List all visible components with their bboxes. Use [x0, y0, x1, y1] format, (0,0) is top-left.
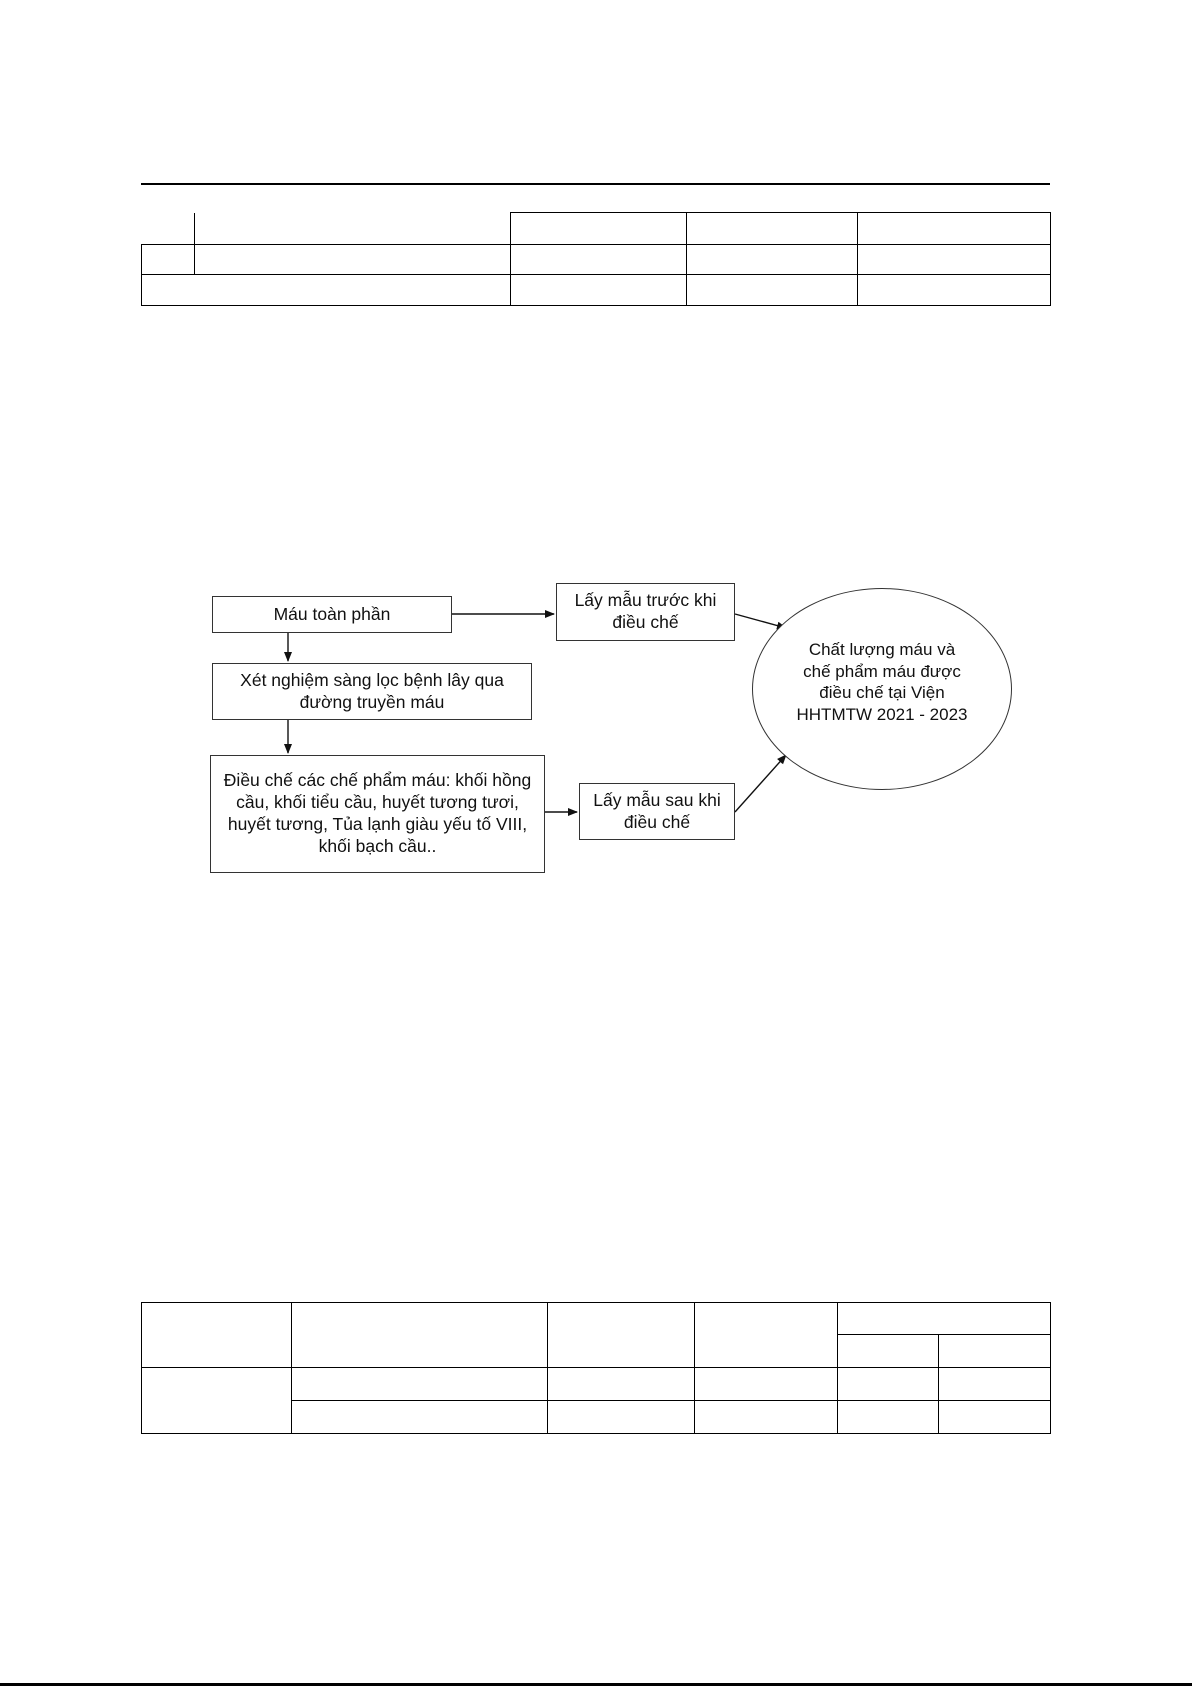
table-cell — [548, 1401, 695, 1434]
bottom-table — [141, 1302, 1051, 1434]
table-cell — [939, 1335, 1051, 1368]
node-sample-before-label: Lấy mẫu trước khi điều chế — [574, 590, 717, 632]
node-preparation-label: Điều chế các chế phẩm máu: khối hồng cầu, khối tiểu cầu, huyết tương tươi, huyết tương, Tủa lạnh giàu yếu tố VIII, khối bạch cầu.. — [223, 770, 532, 856]
node-sample-after-label: Lấy mẫu sau khi điều chế — [593, 789, 721, 832]
table-cell — [142, 1303, 292, 1368]
node-outcome-label: Chất lượng máu và chế phẩm máu được điều chế tại Viện HHTMTW 2021 - 2023 — [796, 640, 968, 724]
table-cell — [838, 1401, 939, 1434]
table-row — [142, 1368, 1051, 1401]
node-sample-after — [579, 783, 735, 840]
table-cell — [939, 1401, 1051, 1434]
arrow-sample-before-to-outcome — [735, 614, 786, 628]
table-cell — [838, 1368, 939, 1401]
node-sample-before — [556, 583, 735, 641]
arrow-sample-after-to-outcome — [735, 755, 786, 812]
table-cell — [838, 1303, 1051, 1335]
table-cell — [292, 1368, 548, 1401]
node-outcome — [752, 588, 1012, 790]
table-cell — [548, 1368, 695, 1401]
table-cell — [292, 1303, 548, 1368]
table-cell — [548, 1303, 695, 1368]
node-screening-label: Xét nghiệm sàng lọc bệnh lây qua đường truyền máu — [240, 669, 504, 712]
table-row — [142, 1303, 1051, 1335]
node-preparation — [210, 755, 545, 873]
node-whole-blood — [212, 596, 452, 633]
table-cell — [142, 1368, 292, 1434]
table-cell — [695, 1303, 838, 1368]
table-cell — [695, 1368, 838, 1401]
node-whole-blood-label: Máu toàn phần — [273, 603, 391, 624]
table-cell — [292, 1401, 548, 1434]
table-cell — [695, 1401, 838, 1434]
table-cell — [838, 1335, 939, 1368]
node-screening — [212, 663, 532, 720]
table-cell — [939, 1368, 1051, 1401]
